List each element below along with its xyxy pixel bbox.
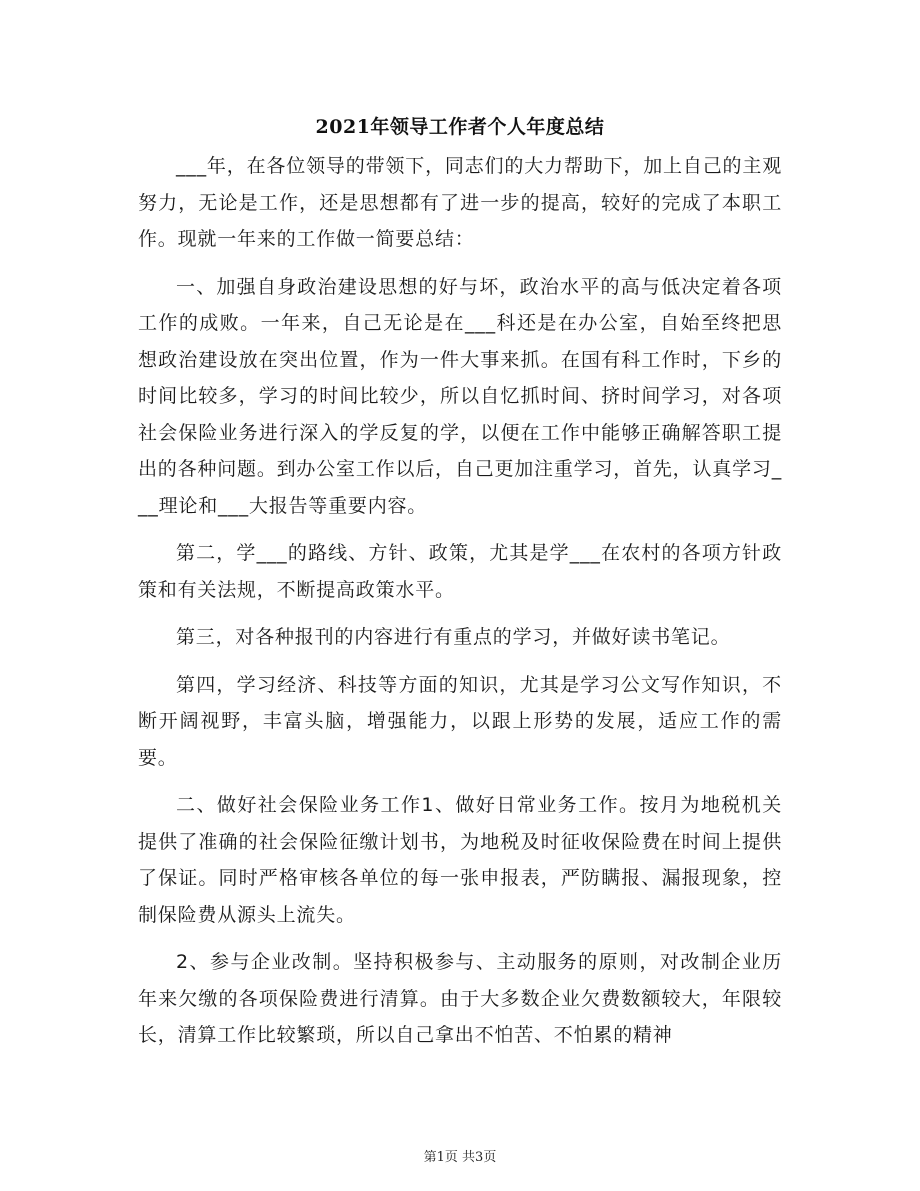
paragraph-second: 第二，学___的路线、方针、政策，尤其是学___在农村的各项方针政策和有关法规，不断提高政策水平。 [138, 542, 782, 601]
paragraph-fourth: 第四，学习经济、科技等方面的知识，尤其是学习公文写作知识，不断开阔视野，丰富头脑，增强能力，以跟上形势的发展，适应工作的需要。 [138, 673, 782, 769]
paragraph-third: 第三，对各种报刊的内容进行有重点的学习，并做好读书笔记。 [176, 626, 731, 648]
paragraph-enterprise-reform: 2、参与企业改制。坚持积极参与、主动服务的原则，对改制企业历年来欠缴的各项保险费进行清算。由于大多数企业欠费数额较大，年限较长，清算工作比较繁琐，所以自己拿出不怕苦、不怕累的精神 [138, 951, 782, 1046]
document-body [138, 148, 782, 1065]
page-footer: 第1页 共3页 [423, 1150, 497, 1165]
paragraph-section-two: 二、做好社会保险业务工作1、做好日常业务工作。按月为地税机关提供了准确的社会保险征缴计划书，为地税及时征收保险费在时间上提供了保证。同时严格审核各单位的每一张申报表，严防瞒报、漏报现象，控制保险费从源头上流失。 [138, 794, 782, 926]
paragraph-section-one: 一、加强自身政治建设思想的好与坏，政治水平的高与低决定着各项工作的成败。一年来，自己无论是在___科还是在办公室，自始至终把思想政治建设放在突出位置，作为一件大事来抓。在国有科工作时，下乡的时间比较多，学习的时间比较少，所以自忆抓时间、挤时间学习，对各项社会保险业务进行深入的学反复的学，以便在工作中能够正确解答职工提出的各种问题。到办公室工作以后，自己更加注重学习，首先，认真学习___理论和___大报告等重要内容。 [138, 275, 782, 517]
document-title: 2021年领导工作者个人年度总结 [315, 116, 605, 138]
paragraph-intro: ___年，在各位领导的带领下，同志们的大力帮助下，加上自己的主观努力，无论是工作，还是思想都有了进一步的提高，较好的完成了本职工作。现就一年来的工作做一简要总结： [138, 155, 782, 250]
